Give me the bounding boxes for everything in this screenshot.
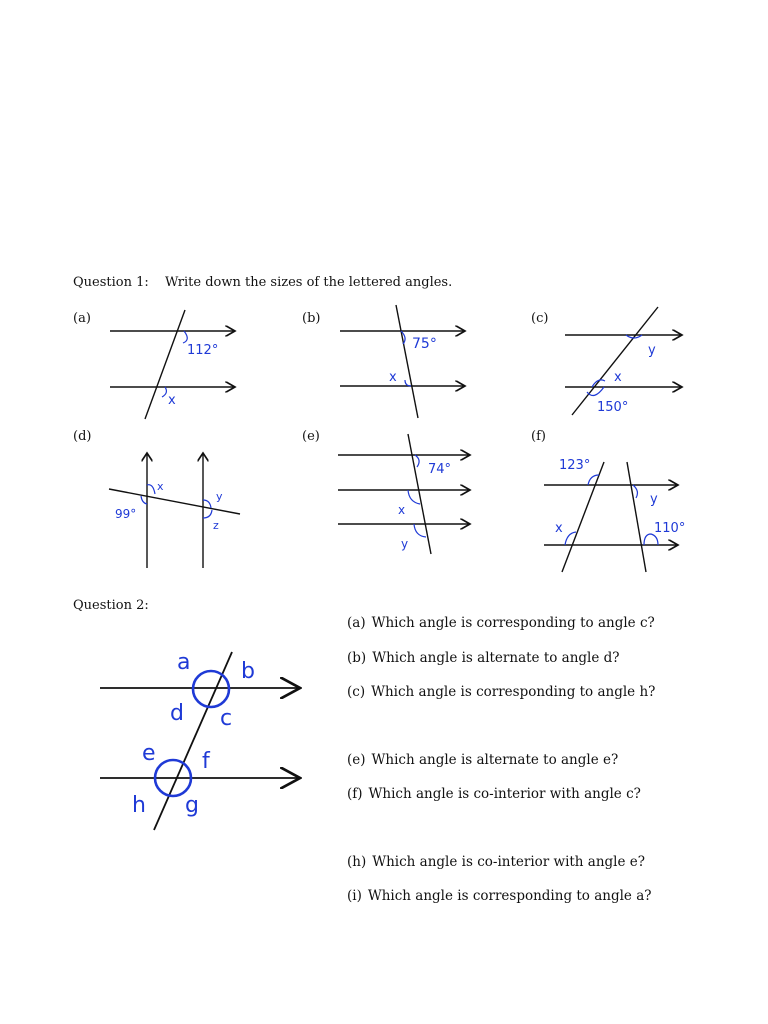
angle-label-c-150: 150° <box>597 400 629 415</box>
angle-label-e-74: 74° <box>428 462 452 477</box>
q2-question-e <box>347 752 618 768</box>
q2-letter-a: a <box>177 650 191 675</box>
part-c-label: (c) <box>531 311 549 326</box>
angle-label-d-y: y <box>216 490 223 503</box>
q2-question-h <box>347 854 645 870</box>
part-a-label: (a) <box>73 311 91 326</box>
q2-letter-b: b <box>241 659 255 684</box>
question-2-number: Question 2: <box>73 598 149 613</box>
figure-b <box>335 300 475 425</box>
q2-question-text: Which angle is co-interior with angle c? <box>368 786 641 802</box>
part-b-label: (b) <box>302 311 321 326</box>
q2-question-i <box>347 888 652 904</box>
angle-label-d-x: x <box>157 480 164 493</box>
q2-letter-d: d <box>170 701 184 726</box>
q2-question-text: Which angle is co-interior with angle e? <box>372 854 646 870</box>
angle-label-f-110: 110° <box>654 521 685 536</box>
angle-label-d-z: z <box>213 519 219 532</box>
q2-question-b <box>347 650 620 666</box>
angle-label-a-x: x <box>168 393 176 408</box>
q2-question-text: Which angle is alternate to angle e? <box>371 752 619 768</box>
q2-question-text: Which angle is corresponding to angle a? <box>367 888 652 904</box>
angle-label-f-y: y <box>650 492 658 507</box>
q2-letter-e: e <box>142 741 156 766</box>
angle-label-f-x: x <box>555 521 563 536</box>
q2-letter-f: f <box>202 749 210 774</box>
q2-question-text: Which angle is alternate to angle d? <box>372 650 620 666</box>
figure-a <box>105 305 245 425</box>
question-1-number: Question 1: <box>73 275 149 290</box>
q2-question-text: Which angle is corresponding to angle c? <box>371 615 655 631</box>
q2-letter-h: h <box>132 793 146 818</box>
q2-question-f <box>347 786 641 802</box>
angle-label-e-x: x <box>398 503 406 517</box>
q2-question-tag: (e) <box>347 752 366 768</box>
q2-question-tag: (h) <box>347 854 367 870</box>
q2-letter-g: g <box>185 793 199 818</box>
angle-label-b-75: 75° <box>412 336 437 352</box>
q2-question-c <box>347 684 655 700</box>
figure-d <box>105 448 245 573</box>
q2-question-a <box>347 615 655 631</box>
q2-question-tag: (f) <box>347 786 363 802</box>
figure-e <box>333 430 478 560</box>
angle-label-d-99: 99° <box>115 507 137 521</box>
figure-f <box>540 448 685 576</box>
angle-label-e-y: y <box>401 537 409 551</box>
q2-question-tag: (i) <box>347 888 362 904</box>
part-e-label: (e) <box>302 429 320 444</box>
angle-label-a-112: 112° <box>187 343 219 358</box>
figure-question-2 <box>90 640 320 840</box>
question-1-instruction: Write down the sizes of the lettered angles. <box>165 275 453 290</box>
q2-question-text: Which angle is corresponding to angle h? <box>371 684 656 700</box>
part-d-label: (d) <box>73 429 92 444</box>
figure-c <box>560 305 690 420</box>
q2-question-tag: (c) <box>347 684 366 700</box>
angle-label-c-x: x <box>614 370 622 385</box>
angle-label-b-x: x <box>389 370 397 385</box>
q2-letter-c: c <box>220 706 233 731</box>
q2-question-tag: (b) <box>347 650 367 666</box>
part-f-label: (f) <box>531 429 546 444</box>
q2-question-tag: (a) <box>347 615 366 631</box>
angle-label-f-123: 123° <box>559 458 591 473</box>
angle-label-c-y: y <box>648 343 656 358</box>
